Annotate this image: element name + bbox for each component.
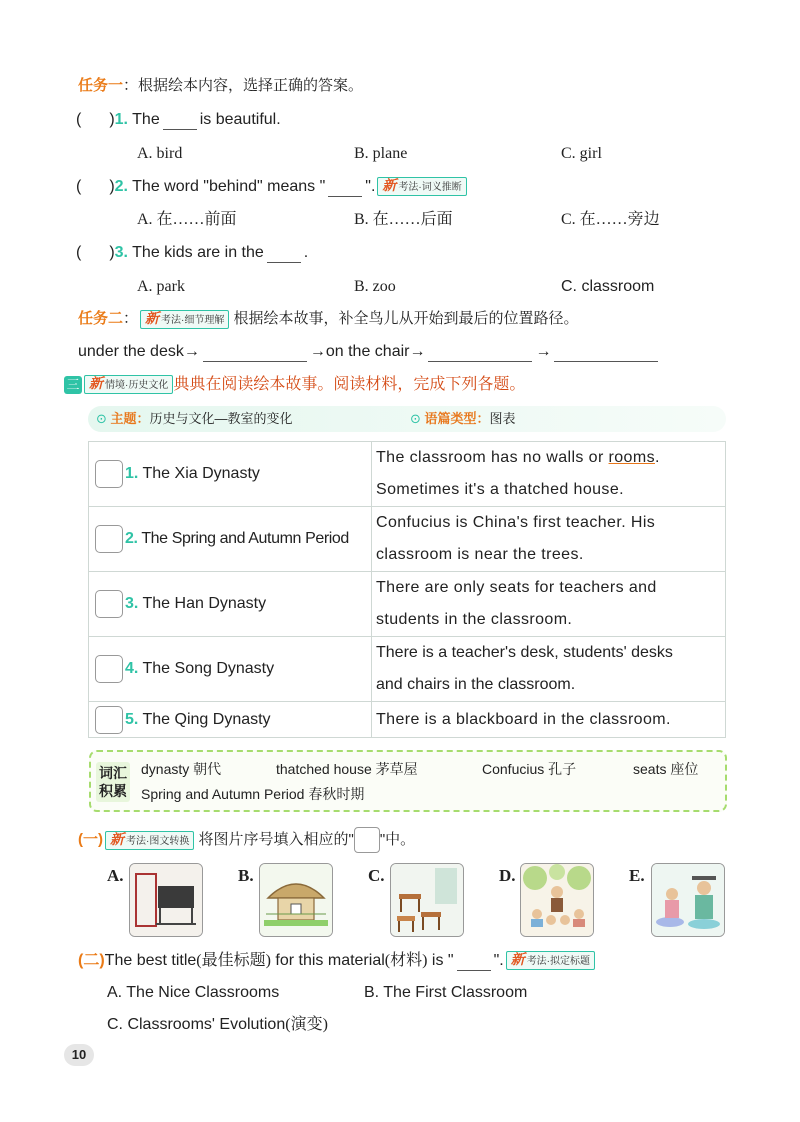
picture-c-desks [390, 863, 464, 937]
part2-text: The best title [104, 952, 197, 969]
period-cell [89, 442, 372, 507]
fill-blank[interactable] [328, 180, 362, 197]
desc-end: . [654, 449, 660, 466]
question-text: . [303, 244, 309, 261]
seats-illustration [652, 864, 724, 936]
paren-open: ( [76, 178, 82, 195]
genre-value: 图表 [489, 411, 516, 426]
table-row [89, 442, 726, 507]
section-number-icon: 三 [64, 376, 82, 394]
tag-text: 考法·词义推断 [398, 182, 462, 194]
period-name: The Xia Dynasty [142, 465, 260, 483]
paren-close: ) [109, 111, 115, 128]
task1-instruction: ：根据绘本内容，选择正确的答案。 [123, 77, 364, 94]
period-cell [89, 572, 372, 637]
option-c-cn: (演变) [285, 1016, 328, 1033]
vocab-label [96, 762, 130, 802]
desks-illustration [391, 864, 463, 936]
description-cell [372, 442, 726, 507]
desc-line: and chairs in the classroom. [376, 676, 576, 693]
picture-letter: A. [107, 866, 124, 885]
picture-b-thatched-house [259, 863, 333, 937]
table-row [89, 702, 726, 738]
part2-text: ". [493, 952, 504, 969]
part2-text-cn: (材料) [384, 952, 428, 969]
option-b: B. plane [354, 145, 408, 162]
description-cell [372, 572, 726, 637]
question-text: The word "behind" means " [132, 178, 326, 195]
sample-box-icon [354, 827, 380, 853]
question-3 [76, 243, 308, 263]
task2-instruction: 根据绘本故事，补全鸟儿从开始到最后的位置路径。 [233, 310, 579, 327]
table-row [89, 572, 726, 637]
option-a: A. 在……前面 [137, 211, 237, 228]
part1-text: "中。 [379, 830, 416, 848]
row-number: 3. [125, 595, 139, 613]
play-icon: ⊙ [96, 411, 107, 426]
row-number: 4. [125, 660, 139, 678]
picture-d-trees-class [520, 863, 594, 937]
section3-title: 典典在阅读绘本故事。阅读材料，完成下列各题。 [173, 376, 526, 393]
new-badge: 新 [89, 375, 103, 392]
period-name: The Spring and Autumn Period [141, 530, 349, 548]
period-cell [89, 702, 372, 738]
new-method-tag [105, 831, 194, 850]
desc-line: There is a teacher's desk, students' desks [376, 644, 673, 661]
new-method-tag [377, 177, 466, 196]
play-icon: ⊙ [410, 411, 421, 426]
option-c-text: C. Classrooms' Evolution [107, 1016, 286, 1033]
page-number: 10 [64, 1044, 94, 1066]
vocab-item: Confucius 孔子 [482, 761, 577, 777]
task1-label: 任务一 [78, 77, 124, 94]
picture-letter: D. [499, 866, 516, 885]
picture-letter: B. [238, 866, 254, 885]
new-badge: 新 [510, 951, 525, 968]
desc-line: students in the classroom. [376, 611, 573, 628]
bird-path [78, 342, 661, 362]
task2-heading [78, 309, 579, 329]
period-name: The Song Dynasty [142, 660, 275, 678]
paren-close: ) [109, 244, 115, 261]
task1-heading [78, 76, 363, 96]
paren-open: ( [76, 244, 82, 261]
desc-line: There are only seats for teachers and [376, 579, 657, 596]
fill-blank[interactable] [163, 113, 197, 130]
path-blank-2[interactable] [428, 345, 532, 362]
thatched-house-illustration [260, 864, 332, 936]
answer-box-1[interactable] [95, 460, 123, 488]
part1-text: 将图片序号填入相应的" [198, 830, 354, 848]
title-blank[interactable] [457, 954, 491, 971]
genre-info [410, 411, 516, 427]
answer-box-5[interactable] [95, 706, 123, 734]
option-a: A. The Nice Classrooms [107, 984, 280, 1001]
desc-line: Sometimes it's a thatched house. [376, 481, 624, 498]
option-a: A. park [137, 278, 185, 295]
genre-label: 语篇类型： [424, 411, 490, 426]
new-badge: 新 [145, 309, 160, 326]
new-badge: 新 [382, 177, 397, 194]
path-arrow: → [535, 343, 552, 360]
description-cell [372, 637, 726, 702]
task2-label: 任务二 [78, 310, 124, 327]
question-text: The kids are in the [132, 244, 264, 261]
vocab-item: Spring and Autumn Period 春秋时期 [141, 786, 365, 802]
answer-box-4[interactable] [95, 655, 123, 683]
path-mid: →on the chair→ [309, 343, 426, 360]
theme-label: 主题： [110, 411, 150, 426]
underlined-word: rooms [608, 449, 655, 466]
fill-blank[interactable] [267, 246, 301, 263]
row-number: 5. [125, 710, 139, 728]
table-row [89, 507, 726, 572]
question-2 [76, 177, 467, 197]
question-1 [76, 110, 281, 130]
question-number: 1. [114, 111, 128, 128]
tag-text: 情境·历史文化 [105, 380, 169, 392]
path-blank-3[interactable] [554, 345, 658, 362]
period-name: The Qing Dynasty [142, 710, 271, 728]
path-start: under the desk→ [78, 343, 200, 360]
vocab-item: thatched house 茅草屋 [276, 761, 418, 777]
desc-line: Confucius is China's first teacher. His [376, 514, 656, 531]
paren-open: ( [76, 111, 82, 128]
theme-info [96, 411, 293, 427]
question-text: ". [365, 178, 376, 195]
option-c [107, 1015, 328, 1035]
trees-class-illustration [521, 864, 593, 936]
option-c: C. classroom [561, 278, 655, 295]
description-cell [372, 507, 726, 572]
new-method-tag [506, 951, 595, 970]
answer-box-2[interactable] [95, 525, 123, 553]
part1-label: (一) [78, 830, 103, 848]
period-cell [89, 637, 372, 702]
part1-heading [78, 827, 415, 853]
part2-text-cn: (最佳标题) [196, 952, 271, 969]
answer-box-3[interactable] [95, 590, 123, 618]
task2-colon: ： [123, 310, 139, 327]
table-row [89, 637, 726, 702]
paren-close: ) [109, 178, 115, 195]
new-method-tag [140, 310, 229, 329]
part2-text: is " [427, 952, 454, 969]
picture-e-seats [651, 863, 725, 937]
vocab-item: seats 座位 [633, 761, 699, 777]
question-number: 3. [114, 244, 128, 261]
part2-text: for this material [270, 952, 385, 969]
period-name: The Han Dynasty [142, 595, 267, 613]
question-text: The [132, 111, 160, 128]
new-badge: 新 [110, 830, 124, 847]
question-text: is beautiful. [199, 111, 281, 128]
vocab-label-2: 积累 [99, 783, 127, 799]
tag-text: 考法·拟定标题 [526, 956, 591, 968]
part2-question [78, 951, 595, 971]
part2-label: (二) [78, 952, 105, 969]
new-context-tag [84, 375, 173, 394]
desc-line: The classroom has no walls or [376, 449, 609, 466]
row-number: 1. [125, 465, 139, 483]
row-number: 2. [125, 530, 138, 548]
vocab-item: dynasty 朝代 [141, 761, 222, 777]
picture-a-blackboard [129, 863, 203, 937]
description-cell [372, 702, 726, 738]
option-b: B. The First Classroom [364, 984, 528, 1001]
option-a: A. bird [137, 145, 183, 162]
question-number: 2. [114, 178, 128, 195]
section3-heading [64, 375, 525, 395]
option-b: B. zoo [354, 278, 396, 295]
period-cell [89, 507, 372, 572]
option-b: B. 在……后面 [354, 211, 453, 228]
tag-text: 考法·图文转换 [126, 835, 190, 847]
option-c: C. 在……旁边 [561, 211, 660, 228]
vocab-label-1: 词汇 [99, 765, 127, 781]
desc-line: There is a blackboard in the classroom. [376, 710, 671, 728]
desc-line: classroom is near the trees. [376, 546, 584, 563]
path-blank-1[interactable] [203, 345, 307, 362]
theme-value: 历史与文化—教室的变化 [149, 411, 293, 426]
tag-text: 考法·细节理解 [161, 314, 225, 326]
picture-letter: E. [629, 866, 645, 885]
dynasty-table [88, 441, 726, 738]
picture-letter: C. [368, 866, 385, 885]
blackboard-illustration [130, 864, 202, 936]
option-c: C. girl [561, 145, 602, 162]
